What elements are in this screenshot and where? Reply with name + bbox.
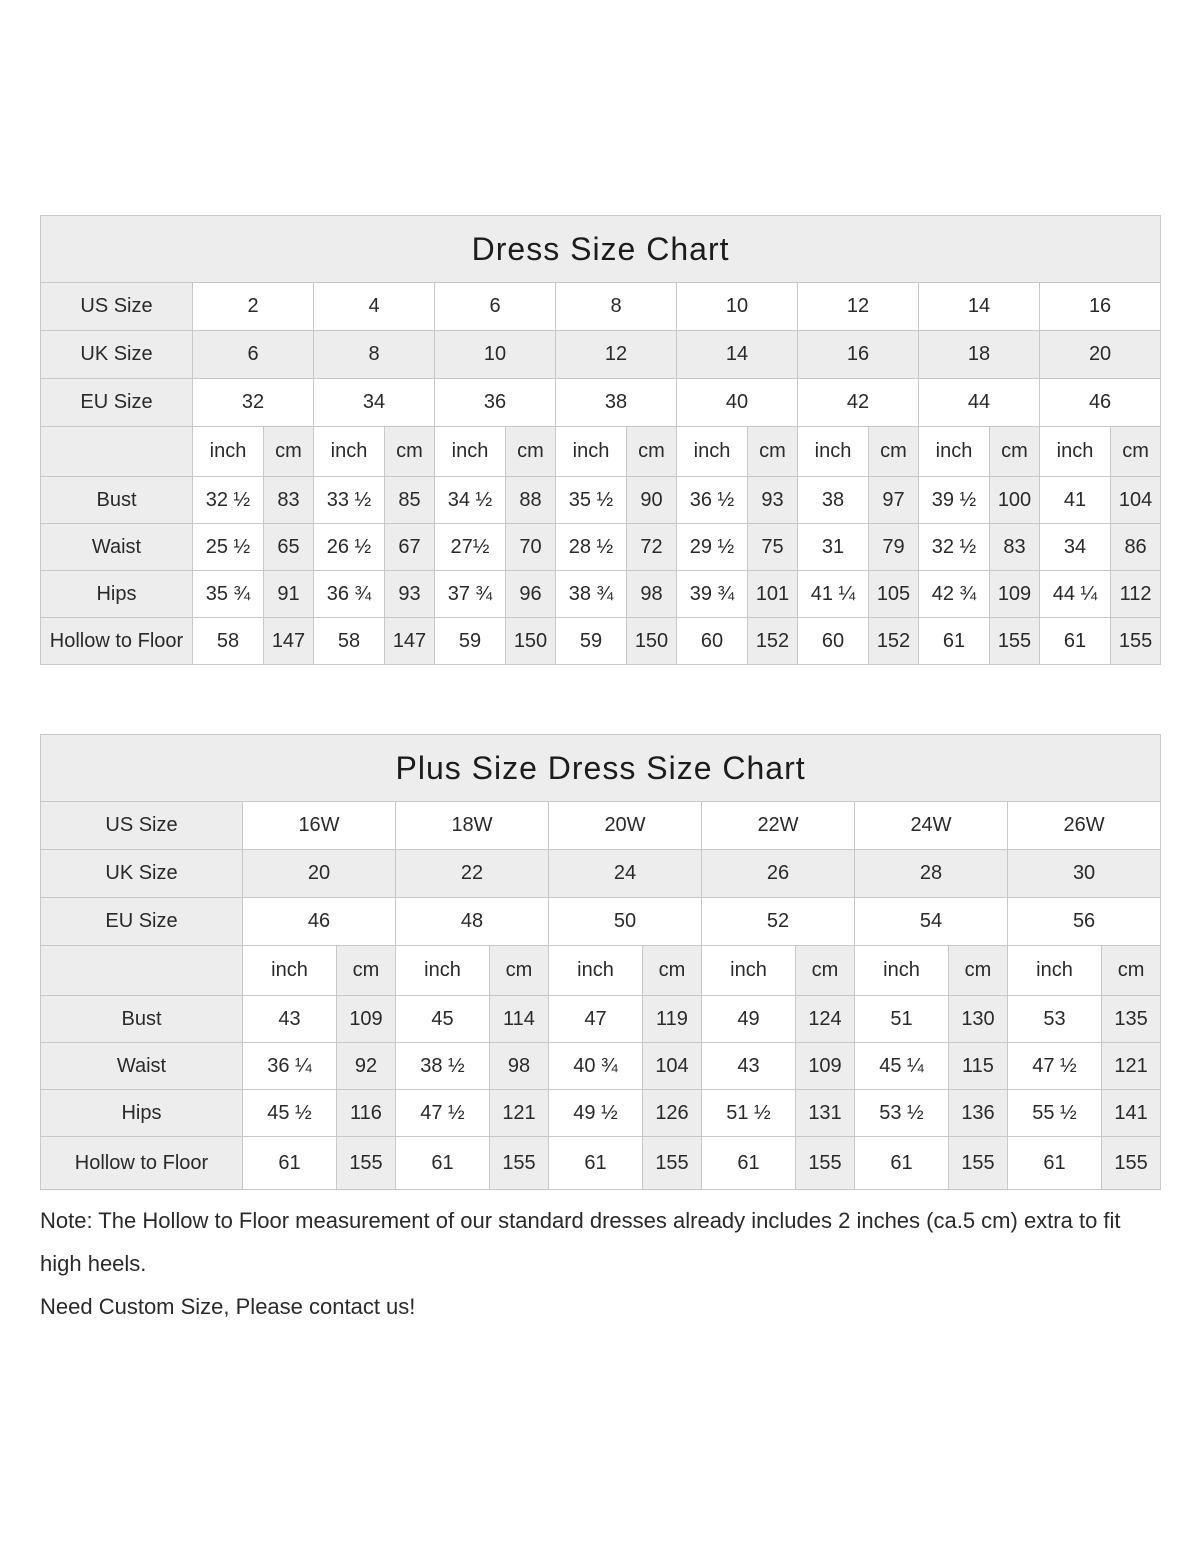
size-cell: 24W (855, 802, 1008, 850)
cm-value-cell: 130 (949, 996, 1008, 1043)
size-cell: 2 (193, 283, 314, 331)
inch-value-cell: 61 (1008, 1137, 1102, 1190)
size-cell: 4 (314, 283, 435, 331)
inch-value-cell: 36 ½ (677, 477, 748, 524)
size-cell: 44 (919, 379, 1040, 427)
cm-value-cell: 72 (627, 524, 677, 571)
cm-value-cell: 124 (796, 996, 855, 1043)
cm-value-cell: 88 (506, 477, 556, 524)
cm-value-cell: 116 (337, 1090, 396, 1137)
size-row-eu-size (41, 898, 1161, 946)
size-row-uk-size (41, 331, 1161, 379)
inch-value-cell: 27½ (435, 524, 506, 571)
inch-value-cell: 38 ¾ (556, 571, 627, 618)
cm-value-cell: 91 (264, 571, 314, 618)
cm-value-cell: 92 (337, 1043, 396, 1090)
cm-value-cell: 136 (949, 1090, 1008, 1137)
cm-header: cm (1102, 946, 1161, 996)
inch-value-cell: 45 ½ (243, 1090, 337, 1137)
note-text: Note: The Hollow to Floor measurement of our standard dresses already includes 2 inches (ca.5 cm) extra to fit high heels. (40, 1208, 1121, 1276)
unit-header-row (41, 427, 1161, 477)
unit-row-label (41, 946, 243, 996)
size-cell: 48 (396, 898, 549, 946)
size-cell: 12 (556, 331, 677, 379)
cm-value-cell: 90 (627, 477, 677, 524)
size-cell: 16W (243, 802, 396, 850)
footnote (40, 1200, 1160, 1329)
cm-value-cell: 112 (1111, 571, 1161, 618)
size-cell: 40 (677, 379, 798, 427)
cm-header: cm (506, 427, 556, 477)
cm-value-cell: 67 (385, 524, 435, 571)
inch-value-cell: 61 (549, 1137, 643, 1190)
size-row-uk-size (41, 850, 1161, 898)
cm-value-cell: 131 (796, 1090, 855, 1137)
us-size-label: US Size (41, 283, 193, 331)
inch-value-cell: 34 ½ (435, 477, 506, 524)
standard-table-title: Dress Size Chart (41, 216, 1161, 283)
cm-value-cell: 115 (949, 1043, 1008, 1090)
cm-value-cell: 147 (385, 618, 435, 665)
cm-value-cell: 147 (264, 618, 314, 665)
cm-header: cm (337, 946, 396, 996)
size-cell: 22 (396, 850, 549, 898)
size-cell: 20W (549, 802, 702, 850)
size-cell: 26 (702, 850, 855, 898)
inch-value-cell: 58 (314, 618, 385, 665)
cm-value-cell: 155 (490, 1137, 549, 1190)
inch-value-cell: 60 (677, 618, 748, 665)
inch-value-cell: 53 (1008, 996, 1102, 1043)
cm-value-cell: 155 (643, 1137, 702, 1190)
cm-value-cell: 141 (1102, 1090, 1161, 1137)
size-cell: 46 (1040, 379, 1161, 427)
inch-value-cell: 60 (798, 618, 869, 665)
size-cell: 22W (702, 802, 855, 850)
size-cell: 30 (1008, 850, 1161, 898)
waist-label: Waist (41, 1043, 243, 1090)
inch-header: inch (435, 427, 506, 477)
size-row-us-size (41, 802, 1161, 850)
size-cell: 26W (1008, 802, 1161, 850)
size-cell: 38 (556, 379, 677, 427)
inch-value-cell: 33 ½ (314, 477, 385, 524)
measure-row-hollow-to-floor (41, 618, 1161, 665)
cm-value-cell: 150 (506, 618, 556, 665)
inch-value-cell: 47 ½ (1008, 1043, 1102, 1090)
inch-value-cell: 29 ½ (677, 524, 748, 571)
size-cell: 6 (435, 283, 556, 331)
cm-value-cell: 97 (869, 477, 919, 524)
inch-value-cell: 34 (1040, 524, 1111, 571)
size-cell: 28 (855, 850, 1008, 898)
inch-value-cell: 51 (855, 996, 949, 1043)
cm-value-cell: 152 (748, 618, 798, 665)
cm-header: cm (643, 946, 702, 996)
inch-header: inch (677, 427, 748, 477)
cm-value-cell: 93 (748, 477, 798, 524)
cm-value-cell: 75 (748, 524, 798, 571)
cm-value-cell: 121 (490, 1090, 549, 1137)
inch-value-cell: 45 (396, 996, 490, 1043)
cm-value-cell: 114 (490, 996, 549, 1043)
inch-value-cell: 45 ¼ (855, 1043, 949, 1090)
cm-header: cm (264, 427, 314, 477)
size-cell: 10 (677, 283, 798, 331)
size-cell: 46 (243, 898, 396, 946)
inch-header: inch (702, 946, 796, 996)
hips-label: Hips (41, 571, 193, 618)
cm-header: cm (490, 946, 549, 996)
inch-value-cell: 44 ¼ (1040, 571, 1111, 618)
size-cell: 36 (435, 379, 556, 427)
cm-value-cell: 83 (264, 477, 314, 524)
inch-value-cell: 41 (1040, 477, 1111, 524)
inch-header: inch (243, 946, 337, 996)
unit-row-label (41, 427, 193, 477)
inch-value-cell: 43 (702, 1043, 796, 1090)
size-row-us-size (41, 283, 1161, 331)
inch-value-cell: 61 (855, 1137, 949, 1190)
cm-header: cm (990, 427, 1040, 477)
plus-size-table (40, 734, 1161, 1190)
cm-value-cell: 126 (643, 1090, 702, 1137)
inch-header: inch (798, 427, 869, 477)
inch-value-cell: 38 (798, 477, 869, 524)
cm-value-cell: 155 (949, 1137, 1008, 1190)
plus-size-table-body (41, 735, 1161, 1190)
inch-header: inch (855, 946, 949, 996)
uk-size-label: UK Size (41, 331, 193, 379)
inch-value-cell: 35 ¾ (193, 571, 264, 618)
measure-row-hips (41, 1090, 1161, 1137)
cm-value-cell: 150 (627, 618, 677, 665)
size-cell: 16 (798, 331, 919, 379)
inch-value-cell: 25 ½ (193, 524, 264, 571)
cm-value-cell: 86 (1111, 524, 1161, 571)
size-cell: 34 (314, 379, 435, 427)
custom-size-text: Need Custom Size, Please contact us! (40, 1293, 416, 1319)
cm-header: cm (869, 427, 919, 477)
size-cell: 6 (193, 331, 314, 379)
cm-value-cell: 155 (1102, 1137, 1161, 1190)
cm-value-cell: 104 (643, 1043, 702, 1090)
size-cell: 16 (1040, 283, 1161, 331)
inch-value-cell: 40 ¾ (549, 1043, 643, 1090)
inch-value-cell: 61 (919, 618, 990, 665)
title-row (41, 735, 1161, 802)
hips-label: Hips (41, 1090, 243, 1137)
inch-value-cell: 61 (396, 1137, 490, 1190)
inch-header: inch (396, 946, 490, 996)
cm-value-cell: 100 (990, 477, 1040, 524)
inch-header: inch (919, 427, 990, 477)
cm-value-cell: 79 (869, 524, 919, 571)
inch-value-cell: 37 ¾ (435, 571, 506, 618)
inch-value-cell: 32 ½ (919, 524, 990, 571)
cm-value-cell: 83 (990, 524, 1040, 571)
cm-value-cell: 70 (506, 524, 556, 571)
eu-size-label: EU Size (41, 379, 193, 427)
title-row (41, 216, 1161, 283)
inch-value-cell: 51 ½ (702, 1090, 796, 1137)
cm-value-cell: 155 (337, 1137, 396, 1190)
cm-value-cell: 105 (869, 571, 919, 618)
measure-row-bust (41, 477, 1161, 524)
size-cell: 52 (702, 898, 855, 946)
cm-value-cell: 155 (990, 618, 1040, 665)
cm-header: cm (748, 427, 798, 477)
inch-value-cell: 61 (702, 1137, 796, 1190)
size-row-eu-size (41, 379, 1161, 427)
standard-size-table (40, 215, 1161, 665)
cm-value-cell: 109 (337, 996, 396, 1043)
size-cell: 56 (1008, 898, 1161, 946)
inch-header: inch (549, 946, 643, 996)
uk-size-label: UK Size (41, 850, 243, 898)
plus-table-title: Plus Size Dress Size Chart (41, 735, 1161, 802)
inch-value-cell: 43 (243, 996, 337, 1043)
cm-header: cm (1111, 427, 1161, 477)
inch-value-cell: 58 (193, 618, 264, 665)
cm-value-cell: 109 (990, 571, 1040, 618)
inch-value-cell: 61 (243, 1137, 337, 1190)
cm-value-cell: 98 (490, 1043, 549, 1090)
measure-row-bust (41, 996, 1161, 1043)
cm-header: cm (796, 946, 855, 996)
size-cell: 20 (1040, 331, 1161, 379)
inch-value-cell: 36 ¼ (243, 1043, 337, 1090)
hollow-to-floor-label: Hollow to Floor (41, 618, 193, 665)
inch-value-cell: 35 ½ (556, 477, 627, 524)
inch-value-cell: 38 ½ (396, 1043, 490, 1090)
measure-row-hips (41, 571, 1161, 618)
inch-header: inch (556, 427, 627, 477)
measure-row-waist (41, 524, 1161, 571)
size-cell: 24 (549, 850, 702, 898)
cm-value-cell: 135 (1102, 996, 1161, 1043)
inch-value-cell: 39 ½ (919, 477, 990, 524)
cm-value-cell: 65 (264, 524, 314, 571)
inch-value-cell: 47 (549, 996, 643, 1043)
us-size-label: US Size (41, 802, 243, 850)
inch-value-cell: 49 (702, 996, 796, 1043)
inch-value-cell: 59 (556, 618, 627, 665)
inch-value-cell: 55 ½ (1008, 1090, 1102, 1137)
size-cell: 14 (919, 283, 1040, 331)
inch-value-cell: 47 ½ (396, 1090, 490, 1137)
cm-value-cell: 101 (748, 571, 798, 618)
bust-label: Bust (41, 477, 193, 524)
inch-value-cell: 32 ½ (193, 477, 264, 524)
cm-value-cell: 85 (385, 477, 435, 524)
measure-row-hollow-to-floor (41, 1137, 1161, 1190)
size-cell: 54 (855, 898, 1008, 946)
size-cell: 50 (549, 898, 702, 946)
inch-value-cell: 53 ½ (855, 1090, 949, 1137)
inch-value-cell: 41 ¼ (798, 571, 869, 618)
cm-value-cell: 152 (869, 618, 919, 665)
size-cell: 14 (677, 331, 798, 379)
inch-header: inch (193, 427, 264, 477)
size-cell: 10 (435, 331, 556, 379)
inch-header: inch (1040, 427, 1111, 477)
size-cell: 20 (243, 850, 396, 898)
inch-header: inch (1008, 946, 1102, 996)
inch-value-cell: 26 ½ (314, 524, 385, 571)
cm-header: cm (949, 946, 1008, 996)
inch-value-cell: 61 (1040, 618, 1111, 665)
size-cell: 8 (556, 283, 677, 331)
cm-header: cm (385, 427, 435, 477)
cm-value-cell: 109 (796, 1043, 855, 1090)
size-cell: 12 (798, 283, 919, 331)
cm-value-cell: 155 (796, 1137, 855, 1190)
size-cell: 18W (396, 802, 549, 850)
cm-value-cell: 96 (506, 571, 556, 618)
cm-value-cell: 93 (385, 571, 435, 618)
inch-value-cell: 31 (798, 524, 869, 571)
inch-value-cell: 49 ½ (549, 1090, 643, 1137)
eu-size-label: EU Size (41, 898, 243, 946)
inch-value-cell: 39 ¾ (677, 571, 748, 618)
measure-row-waist (41, 1043, 1161, 1090)
size-cell: 18 (919, 331, 1040, 379)
inch-header: inch (314, 427, 385, 477)
size-cell: 32 (193, 379, 314, 427)
cm-value-cell: 121 (1102, 1043, 1161, 1090)
hollow-to-floor-label: Hollow to Floor (41, 1137, 243, 1190)
standard-size-table-body (41, 216, 1161, 665)
size-cell: 8 (314, 331, 435, 379)
cm-value-cell: 155 (1111, 618, 1161, 665)
inch-value-cell: 59 (435, 618, 506, 665)
cm-value-cell: 104 (1111, 477, 1161, 524)
inch-value-cell: 28 ½ (556, 524, 627, 571)
bust-label: Bust (41, 996, 243, 1043)
size-cell: 42 (798, 379, 919, 427)
inch-value-cell: 36 ¾ (314, 571, 385, 618)
cm-value-cell: 119 (643, 996, 702, 1043)
inch-value-cell: 42 ¾ (919, 571, 990, 618)
cm-value-cell: 98 (627, 571, 677, 618)
waist-label: Waist (41, 524, 193, 571)
cm-header: cm (627, 427, 677, 477)
unit-header-row (41, 946, 1161, 996)
